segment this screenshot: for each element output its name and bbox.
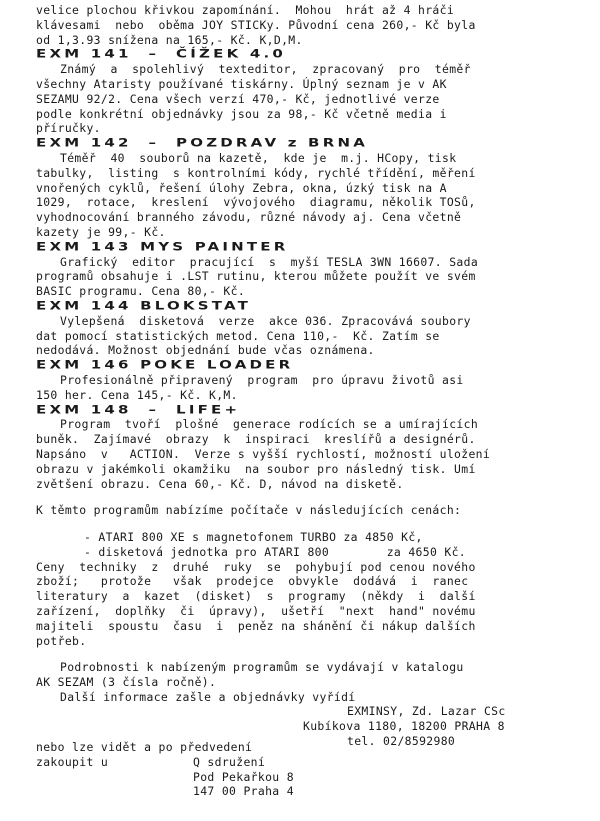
contact-line: EXMINSY, Zd. Lazar CSc (347, 704, 506, 719)
section-text-line: Vylepšená disketová verze akce 036. Zpracovává soubory (60, 313, 471, 328)
catalog-note-line: Podrobnosti k nabízeným programům se vydávají v katalogu (60, 660, 464, 674)
intro-line: velice plochou křivkou zapomínání. Mohou hrát až 4 hráči (36, 3, 455, 17)
store-address-line: 147 00 Praha 4 (193, 784, 294, 799)
section-text-line: nedodává. Možnost objednání bude včas oznámena. (36, 343, 375, 358)
section-text-line: SEZAMU 92/2. Cena všech verzí 470,- Kč, jednotlivé verze (36, 91, 440, 106)
section-text-line: 1029, rotace, kreslení vývojového diagramu, několik TOSů, (36, 195, 476, 210)
section-text-line: buněk. Zajímavé obrazy k inspiraci kreslířů a designérů. (36, 432, 476, 447)
section-text-line: příručky. (36, 121, 101, 136)
section-text-line: Grafický editor pracující s myší TESLA 3WN 16607. Sada (60, 254, 479, 269)
used-equipment-line: zboží; protože však prodejce obvykle dodává i ranec (36, 574, 469, 589)
section-text-line: kazety je 99,- Kč. (36, 225, 166, 239)
section-text-line: Program tvoří plošné generace rodících se a umírajících (60, 417, 479, 432)
used-equipment-line: Ceny techniky z druhé ruky se pohybují pod cenou nového (36, 559, 476, 574)
section-text-line: 150 her. Cena 145,- Kč. K,M. (36, 387, 238, 402)
store-intro-line: zakoupit u (36, 754, 109, 769)
store-intro-line: nebo lze vidět a po předvedení (36, 740, 253, 754)
section-text-line: Napsáno v ACTION. Verze s vyšší rychlostí, možností uložení (36, 447, 491, 461)
offer-intro: K těmto programům nabízíme počítače v následujících cenách: (36, 503, 462, 517)
store-address-line: Pod Pekařkou 8 (193, 769, 294, 784)
section-text-line: vyhodnocování branného závodu, různé návody aj. Cena včetně (36, 210, 462, 225)
section-text-line: programů obsahuje i .LST rutinu, kterou můžete použít ve svém (36, 269, 476, 284)
section-heading: EXM 141 – ČÍŽEK 4.0 (36, 46, 286, 61)
section-text-line: podle konkrétní objednávky jsou za 98,- Kč včetně media i (36, 106, 447, 121)
section-heading: EXM 143 MYS PAINTER (36, 239, 289, 254)
offer-item: - disketová jednotka pro ATARI 800 za 4650 Kč. (84, 544, 467, 559)
section-text-line: Téměř 40 souborů na kazetě, kde je m.j. HCopy, tisk (60, 151, 457, 165)
store-address-line: Q sdružení (193, 754, 266, 769)
used-equipment-line: majiteli spoustu času i peněz na shánění či nákup dalších (36, 618, 476, 633)
contact-line: tel. 02/8592980 (347, 734, 456, 748)
contact-line: Kubíkova 1180, 18200 PRAHA 8 (303, 719, 505, 734)
used-equipment-line: zařízení, doplňky či úpravy), ušetří "next hand" novému (36, 604, 476, 618)
catalog-note-line: AK SEZAM (3 čísla ročně). (36, 674, 217, 689)
section-text-line: všechny Ataristy používané tiskárny. Úplný seznam je v AK (36, 77, 447, 91)
section-text-line: Známý a spolehlivý texteditor, zpracovaný pro téměř (60, 62, 471, 77)
section-text-line: Profesionálně připravený program pro úpravu životů asi (60, 373, 464, 387)
section-heading: EXM 142 – POZDRAV z BRNA (36, 135, 369, 150)
contact-intro: Další informace zašle a objednávky vyřídí (60, 689, 356, 704)
section-text-line: BASIC programu. Cena 80,- Kč. (36, 284, 246, 299)
used-equipment-line: potřeb. (36, 633, 87, 648)
used-equipment-line: literatury a kazet (disket) s programy (někdy i další (36, 589, 476, 604)
section-text-line: obrazu v jakémkoli okamžiku na soubor pro následný tisk. Umí (36, 461, 476, 476)
section-text-line: vnořených cyklů, řešení úlohy Zebra, okna, úzký tisk na A (36, 180, 447, 195)
section-heading: EXM 146 POKE LOADER (36, 357, 294, 372)
intro-line: od 1,3.93 snížena na 165,- Kč. K,D,M. (36, 32, 303, 47)
section-heading: EXM 148 – LIFE+ (36, 402, 241, 417)
section-text-line: dat pomocí statistických metod. Cena 110,- Kč. Zatím se (36, 328, 440, 343)
section-heading: EXM 144 BLOKSTAT (36, 298, 252, 313)
section-text-line: tabulky, listing s kontrolními kódy, rychlé třídění, měření (36, 165, 476, 180)
intro-line: klávesami nebo oběma JOY STICKy. Původní cena 260,- Kč byla (36, 17, 476, 32)
offer-item: - ATARI 800 XE s magnetofonem TURBO za 4850 Kč, (84, 530, 423, 544)
section-text-line: zvětšení obrazu. Cena 60,- Kč. D, návod na disketě. (36, 476, 404, 491)
